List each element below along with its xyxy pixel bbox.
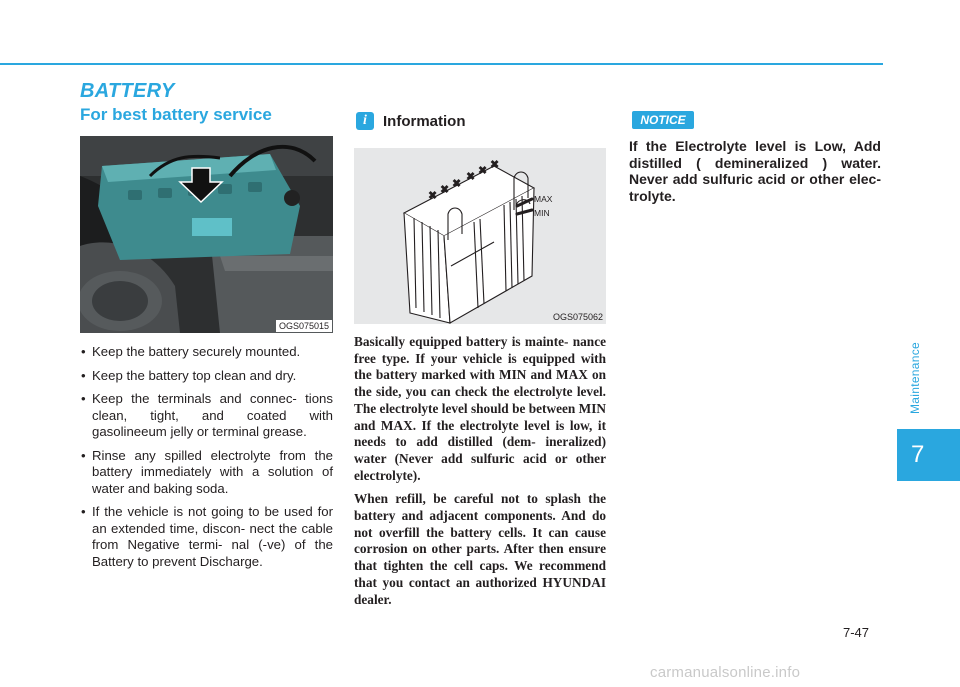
svg-text:✖: ✖: [466, 171, 476, 183]
bullet-list: [80, 344, 333, 577]
notice-text: If the Electrolyte level is Low, Add distilled ( demineralized ) water. Never add sulfuric acid or other elec- trolyte.: [629, 138, 881, 204]
min-label: MIN: [534, 208, 550, 218]
svg-text:✖: ✖: [428, 190, 438, 202]
info-body: [354, 334, 606, 615]
watermark: carmanualsonline.info: [650, 664, 801, 681]
page-number: 7-47: [843, 625, 870, 640]
photo-caption: OGS075015: [276, 320, 332, 332]
battery-photo: [80, 136, 333, 333]
svg-text:✖: ✖: [478, 165, 488, 177]
section-title: BATTERY: [80, 80, 175, 102]
bullet-item: • Keep the battery top clean and dry.: [80, 368, 333, 385]
info-paragraph: Basically equipped battery is mainte- nance free type. If your vehicle is equipped with the battery marked with MIN and MAX on the side, you can check the electrolyte level. The electrolyte level should be between MIN and MAX. If the electrolyte level is low, it needs to add distilled (dem- ineralized) water (Never add sulfuric acid or other electrolyte).: [354, 334, 606, 483]
diagram-caption: OGS075062: [552, 312, 603, 322]
notice-badge: NOTICE: [632, 111, 694, 129]
svg-text:✖: ✖: [452, 178, 462, 190]
info-icon: i: [356, 112, 374, 130]
svg-text:✖: ✖: [490, 159, 500, 171]
info-paragraph: When refill, be careful not to splash the battery and adjacent components. And do not overfill the battery cells. It can cause corrosion on other parts. After then ensure that tighten the cell caps. We recommend that you contact an authorized HYUNDAI dealer.: [354, 491, 606, 607]
bullet-item: • If the vehicle is not going to be used for an extended time, discon- nect the cable from Negative termi- nal (-ve) of the Battery to prevent Discharge.: [80, 504, 333, 570]
bullet-item: • Keep the battery securely mounted.: [80, 344, 333, 361]
svg-text:✖: ✖: [440, 184, 450, 196]
chapter-side-label: [901, 330, 929, 426]
battery-photo-illustration: [80, 136, 333, 333]
chapter-label-text: Maintenance: [908, 341, 922, 415]
subheading: For best battery service: [80, 105, 272, 124]
top-rule: [0, 63, 883, 65]
max-label: MAX: [534, 194, 553, 204]
info-title: Information: [383, 113, 466, 130]
bullet-item: • Keep the terminals and connec- tions clean, tight, and coated with gasolineeum jelly or terminal grease.: [80, 391, 333, 441]
chapter-tab: 7: [897, 429, 960, 481]
bullet-item: • Rinse any spilled electrolyte from the battery immediately with a solution of water and baking soda.: [80, 448, 333, 498]
battery-diagram-illustration: [354, 148, 606, 324]
battery-diagram: [354, 148, 606, 324]
